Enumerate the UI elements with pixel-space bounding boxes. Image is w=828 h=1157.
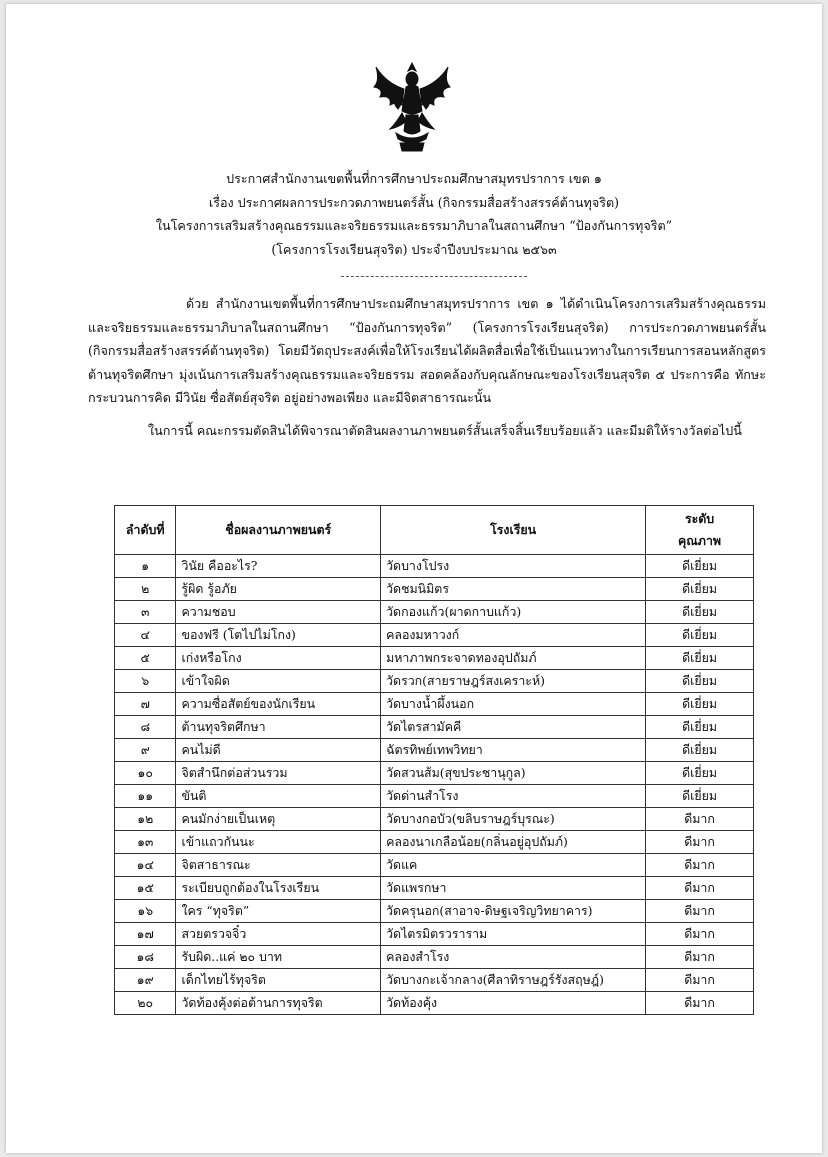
cell-level: ดีมาก <box>646 900 754 923</box>
cell-school: วัดบางน้ำผึ้งนอก <box>381 693 646 716</box>
cell-title: รู้ผิด รู้อภัย <box>176 578 381 601</box>
table-row <box>115 831 754 854</box>
cell-level: ดีเยี่ยม <box>646 716 754 739</box>
cell-level: ดีเยี่ยม <box>646 739 754 762</box>
table-row <box>115 969 754 992</box>
cell-level: ดีมาก <box>646 808 754 831</box>
table-row <box>115 578 754 601</box>
cell-no: ๗ <box>115 693 176 716</box>
cell-title: ขันติ <box>176 785 381 808</box>
cell-level: ดีเยี่ยม <box>646 647 754 670</box>
cell-school: วัดบางกะเจ้ากลาง(ศีลาทิราษฎร์รังสฤษฎ์) <box>381 969 646 992</box>
cell-no: ๓ <box>115 601 176 624</box>
header-line-1: ประกาศสำนักงานเขตพื้นที่การศึกษาประถมศึกษาสมุทรปราการ เขต ๑ <box>226 171 602 186</box>
cell-school: มหาภาพกระจาดทองอุปถัมภ์ <box>381 647 646 670</box>
cell-school: ฉัตรทิพย์เทพวิทยา <box>381 739 646 762</box>
header-line-3: ในโครงการเสริมสร้างคุณธรรมและจริยธรรมและธรรมาภิบาลในสถานศึกษา “ป้องกันการทุจริต” <box>155 218 673 233</box>
cell-level: ดีมาก <box>646 992 754 1015</box>
column-header-no: ลำดับที่ <box>115 506 176 555</box>
table-row <box>115 877 754 900</box>
cell-no: ๑๖ <box>115 900 176 923</box>
cell-school: วัดไตรมิตรวราราม <box>381 923 646 946</box>
cell-title: รับผิด..แค่ ๒๐ บาท <box>176 946 381 969</box>
cell-title: เข้าใจผิด <box>176 670 381 693</box>
cell-no: ๑๓ <box>115 831 176 854</box>
cell-no: ๑๒ <box>115 808 176 831</box>
table-row <box>115 670 754 693</box>
cell-no: ๕ <box>115 647 176 670</box>
cell-no: ๑ <box>115 555 176 578</box>
results-table-body <box>115 555 754 1015</box>
cell-level: ดีมาก <box>646 854 754 877</box>
column-header-level-label: ระดับ คุณภาพ <box>678 511 722 548</box>
cell-title: ต้านทุจริตศึกษา <box>176 716 381 739</box>
table-row <box>115 992 754 1015</box>
table-row <box>115 923 754 946</box>
header-line-4: (โครงการโรงเรียนสุจริต) ประจำปีงบประมาณ ๒๕๖๓ <box>271 241 557 257</box>
cell-no: ๒ <box>115 578 176 601</box>
cell-school: คลองนาเกลือน้อย(กลิ่นอยู่อุปถัมภ์) <box>381 831 646 854</box>
table-header-row <box>115 506 754 555</box>
announcement-header <box>6 167 822 261</box>
cell-school: คลองมหาวงก์ <box>381 624 646 647</box>
table-row <box>115 946 754 969</box>
table-row <box>115 900 754 923</box>
cell-title: ของฟรี (โตไปไม่โกง) <box>176 624 381 647</box>
cell-no: ๑๔ <box>115 854 176 877</box>
results-table <box>114 505 754 1015</box>
cell-title: ใคร “ทุจริต” <box>176 900 381 923</box>
cell-no: ๒๐ <box>115 992 176 1015</box>
garuda-emblem-icon <box>366 59 458 157</box>
cell-level: ดีเยี่ยม <box>646 670 754 693</box>
cell-no: ๙ <box>115 739 176 762</box>
cell-school: วัดรวก(สายราษฎร์สงเคราะห์) <box>381 670 646 693</box>
cell-school: วัดด่านสำโรง <box>381 785 646 808</box>
cell-title: สวยตรวจจิ๋ว <box>176 923 381 946</box>
table-row <box>115 555 754 578</box>
cell-level: ดีมาก <box>646 946 754 969</box>
cell-level: ดีเยี่ยม <box>646 601 754 624</box>
announcement-body <box>88 292 766 442</box>
cell-title: เข้าแถวกันนะ <box>176 831 381 854</box>
cell-school: วัดครุนอก(สาอาจ-ดิษฐเจริญวิทยาคาร) <box>381 900 646 923</box>
cell-title: วินัย คืออะไร? <box>176 555 381 578</box>
cell-title: คนไม่ดี <box>176 739 381 762</box>
cell-no: ๖ <box>115 670 176 693</box>
cell-school: วัดไตรสามัคคี <box>381 716 646 739</box>
cell-no: ๑๘ <box>115 946 176 969</box>
cell-level: ดีมาก <box>646 877 754 900</box>
table-row <box>115 624 754 647</box>
cell-level: ดีมาก <box>646 969 754 992</box>
cell-title: คนมักง่ายเป็นเหตุ <box>176 808 381 831</box>
body-paragraph-2: ในการนี้ คณะกรรมตัดสินได้พิจารณาตัดสินผลงานภาพยนตร์สั้นเสร็จสิ้นเรียบร้อยแล้ว และมีมติให้รางวัลต่อไปนี้ <box>148 422 742 438</box>
cell-no: ๑๕ <box>115 877 176 900</box>
cell-level: ดีเยี่ยม <box>646 693 754 716</box>
cell-no: ๑๐ <box>115 762 176 785</box>
cell-level: ดีเยี่ยม <box>646 785 754 808</box>
cell-title: วัดท้องคุ้งต่อต้านการทุจริต <box>176 992 381 1015</box>
cell-title: ระเบียบถูกต้องในโรงเรียน <box>176 877 381 900</box>
cell-no: ๘ <box>115 716 176 739</box>
cell-level: ดีเยี่ยม <box>646 624 754 647</box>
cell-title: จิตสำนึกต่อส่วนรวม <box>176 762 381 785</box>
cell-level: ดีมาก <box>646 831 754 854</box>
body-paragraph-1: ด้วย สำนักงานเขตพื้นที่การศึกษาประถมศึกษาสมุทรปราการ เขต ๑ ได้ดำเนินโครงการเสริมสร้างคุณธรรมและจริยธรรมและธรรมาภิบาลในสถานศึกษา “ป้องกันการทุจริต” (โครงการโรงเรียนสุจริต) การประกวดภาพยนตร์สั้น (กิจกรรมสื่อสร้างสรรค์ต้านทุจริต) โดยมีวัตถุประสงค์เพื่อให้โรงเรียนได้ผลิตสื่อเพื่อใช้เป็นแนวทางในการเรียนการสอนหลักสูตรต้านทุจริตศึกษา มุ่งเน้นการเสริมสร้างคุณธรรมและจริยธรรม สอดคล้องกับคุณลักษณะของโรงเรียนสุจริต ๕ ประการคือ ทักษะกระบวนการคิด มีวินัย ซื่อสัตย์สุจริต อยู่อย่างพอเพียง และมีจิตสาธารณะนั้น <box>88 296 766 405</box>
document-page <box>6 4 822 1153</box>
table-row <box>115 808 754 831</box>
cell-no: ๑๗ <box>115 923 176 946</box>
table-row <box>115 601 754 624</box>
table-row <box>115 739 754 762</box>
cell-title: เก่งหรือโกง <box>176 647 381 670</box>
cell-school: วัดแค <box>381 854 646 877</box>
cell-title: ความชอบ <box>176 601 381 624</box>
cell-school: วัดกองแก้ว(ผาดกาบแก้ว) <box>381 601 646 624</box>
cell-title: ความซื่อสัตย์ของนักเรียน <box>176 693 381 716</box>
table-row <box>115 854 754 877</box>
cell-school: คลองสำโรง <box>381 946 646 969</box>
cell-school: วัดแพรกษา <box>381 877 646 900</box>
table-row <box>115 647 754 670</box>
cell-level: ดีเยี่ยม <box>646 762 754 785</box>
cell-no: ๔ <box>115 624 176 647</box>
header-line-2: เรื่อง ประกาศผลการประกวดภาพยนตร์สั้น (กิจกรรมสื่อสร้างสรรค์ต้านทุจริต) <box>208 194 620 210</box>
table-row <box>115 785 754 808</box>
table-row <box>115 693 754 716</box>
column-header-title: ชื่อผลงานภาพยนตร์ <box>176 506 381 555</box>
cell-school: วัดสวนส้ม(สุขประชานุกูล) <box>381 762 646 785</box>
cell-no: ๑๑ <box>115 785 176 808</box>
cell-title: จิตสาธารณะ <box>176 854 381 877</box>
column-header-level <box>646 506 754 555</box>
cell-school: วัดบางโปรง <box>381 555 646 578</box>
cell-school: วัดท้องคุ้ง <box>381 992 646 1015</box>
column-header-school: โรงเรียน <box>381 506 646 555</box>
cell-level: ดีเยี่ยม <box>646 555 754 578</box>
table-row <box>115 762 754 785</box>
cell-school: วัดชมนิมิตร <box>381 578 646 601</box>
cell-level: ดีเยี่ยม <box>646 578 754 601</box>
cell-level: ดีมาก <box>646 923 754 946</box>
cell-school: วัดบางกอบัว(ขลิบราษฎร์บุรณะ) <box>381 808 646 831</box>
cell-title: เด็กไทยไร้ทุจริต <box>176 969 381 992</box>
table-row <box>115 716 754 739</box>
dashed-divider <box>341 276 527 277</box>
cell-no: ๑๙ <box>115 969 176 992</box>
